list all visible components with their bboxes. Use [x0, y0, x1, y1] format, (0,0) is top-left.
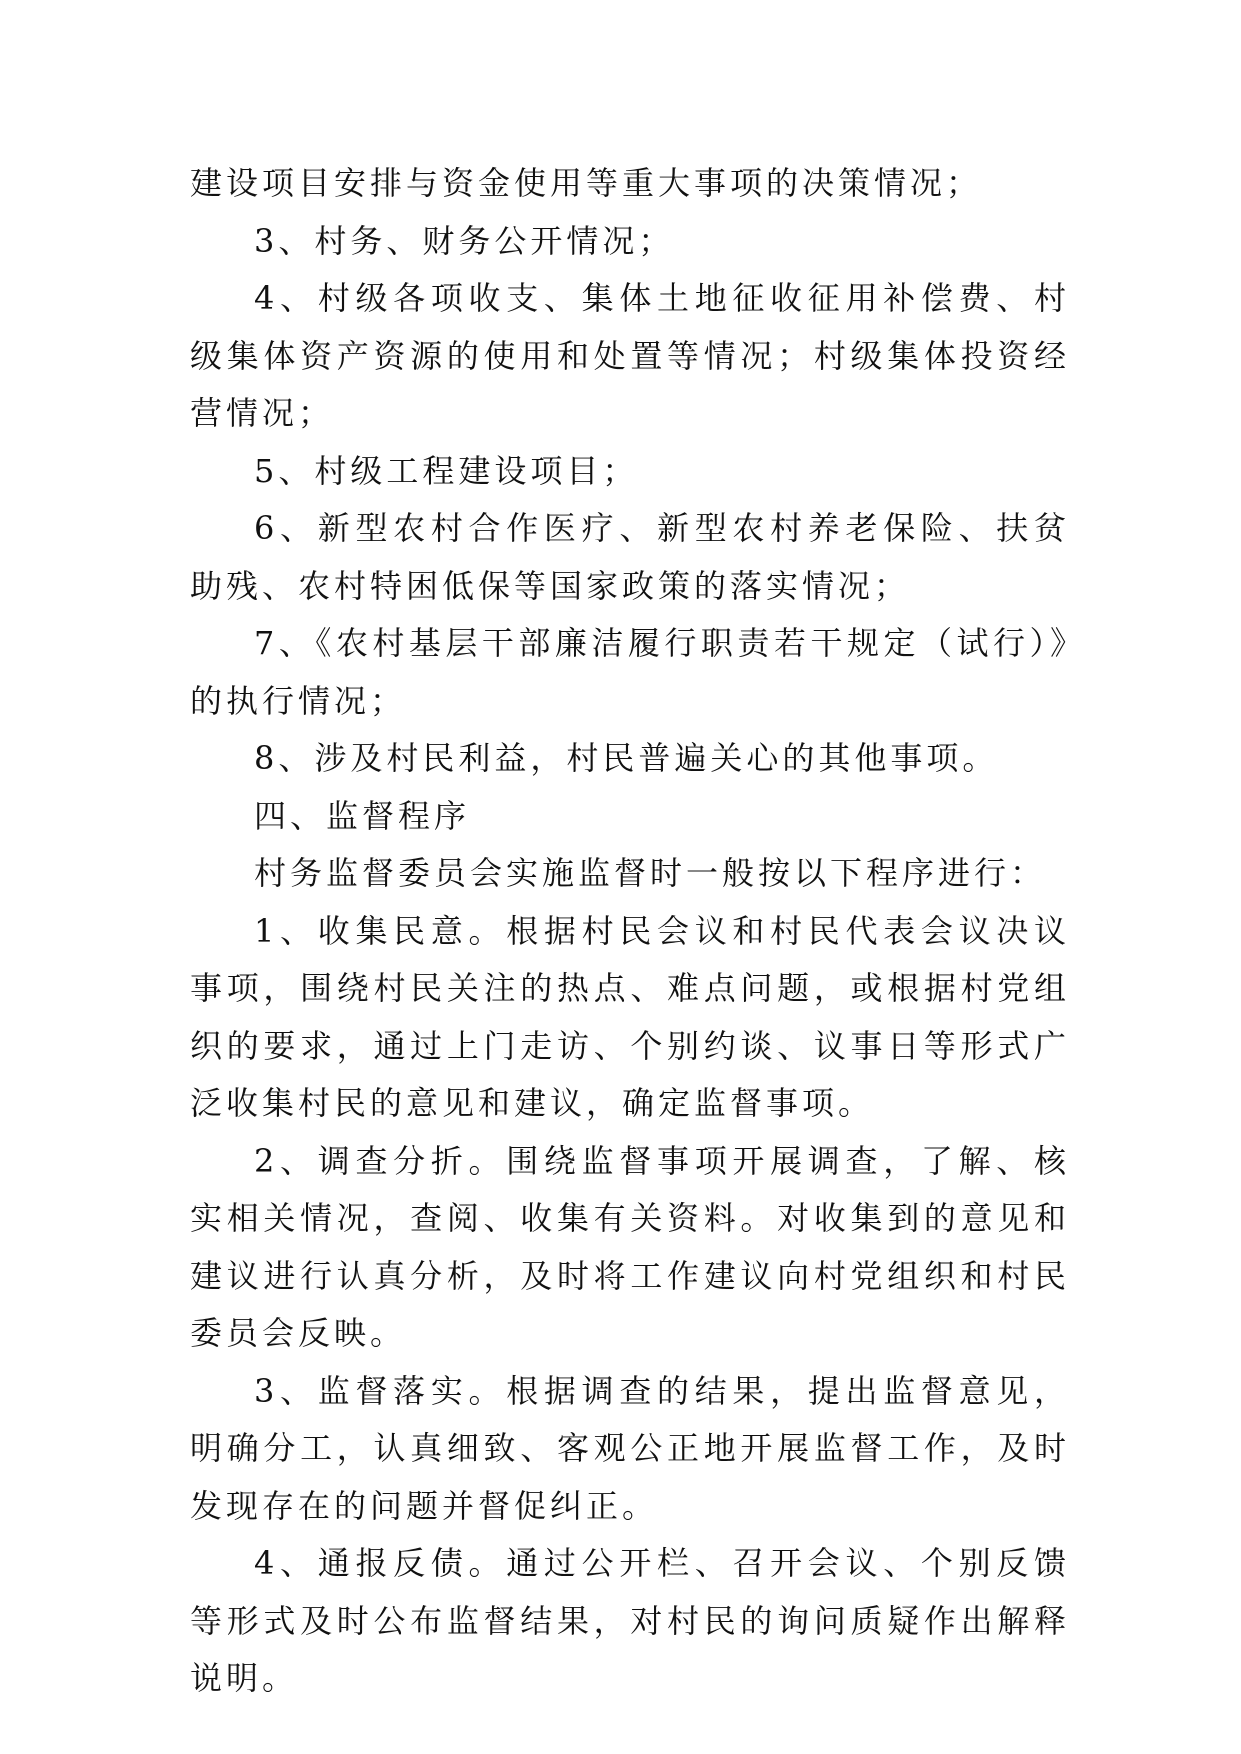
paragraph: 8、涉及村民利益，村民普遍关心的其他事项。	[254, 739, 999, 777]
paragraph: 村务监督委员会实施监督时一般按以下程序进行：	[254, 854, 1047, 892]
paragraph: 2、调查分折。围绕监督事项开展调查，了解、核实相关情况，查阅、收集有关资料。对收集到的意见和建议进行认真分析，及时将工作建议向村党组织和村民委员会反映。	[190, 1141, 1070, 1352]
document-body	[190, 155, 1070, 1708]
paragraph: 6、新型农村合作医疗、新型农村养老保险、扶贫助残、农村特困低保等国家政策的落实情况；	[190, 509, 1070, 605]
paragraph: 建设项目安排与资金使用等重大事项的决策情况；	[190, 164, 983, 202]
section-heading: 四、监督程序	[254, 796, 471, 835]
paragraph: 7、《农村基层干部廉洁履行职责若干规定（试行）》的执行情况；	[190, 624, 1070, 720]
paragraph: 3、监督落实。根据调查的结果，提出监督意见，明确分工，认真细致、客观公正地开展监督工作，及时发现存在的问题并督促纠正。	[190, 1371, 1070, 1525]
paragraph: 4、村级各项收支、集体土地征收征用补偿费、村级集体资产资源的使用和处置等情况；村级集体投资经营情况；	[190, 279, 1070, 432]
paragraph: 3、村务、财务公开情况；	[254, 221, 675, 260]
paragraph: 5、村级工程建设项目；	[254, 451, 639, 490]
paragraph: 1、收集民意。根据村民会议和村民代表会议决议事项，围绕村民关注的热点、难点问题，或根据村党组织的要求，通过上门走访、个别约谈、议事日等形式广泛收集村民的意见和建议，确定监督事项。	[190, 911, 1070, 1122]
paragraph: 4、通报反债。通过公开栏、召开会议、个别反馈等形式及时公布监督结果，对村民的询问质疑作出解释说明。	[190, 1544, 1070, 1697]
